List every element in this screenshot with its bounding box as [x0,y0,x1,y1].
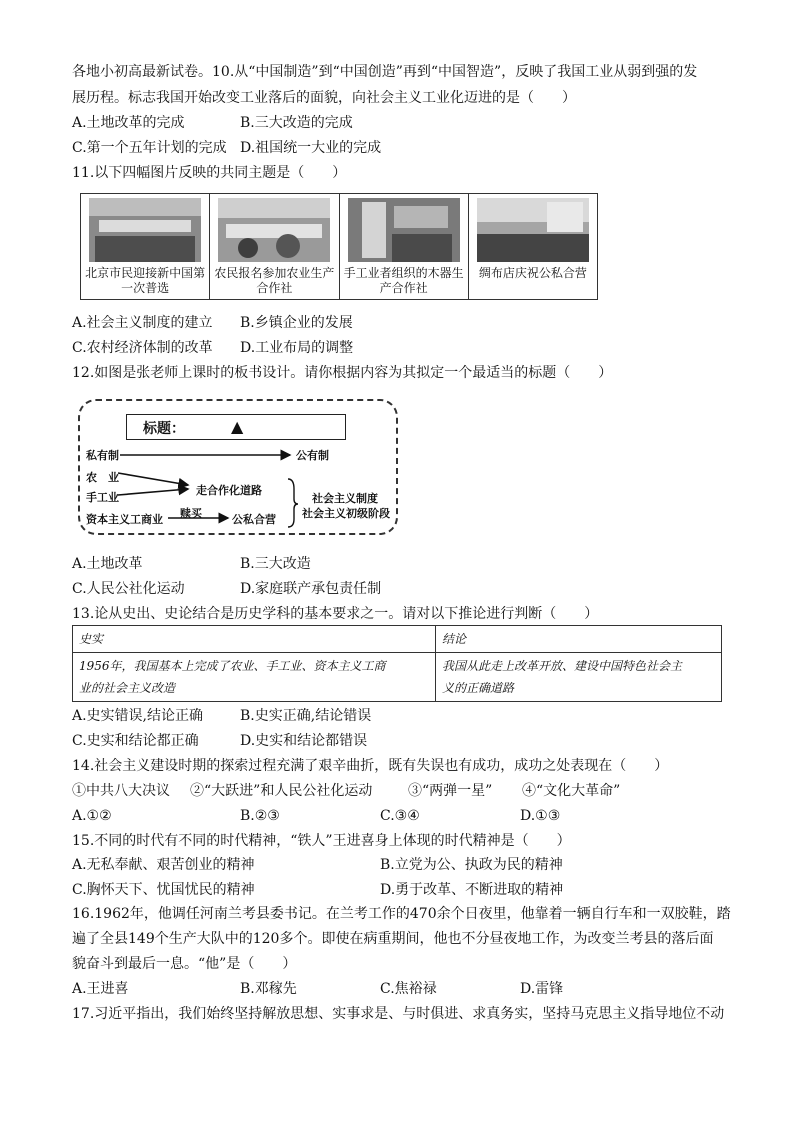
conclusion-line-1: 我国从此走上改革开放、建设中国特色社会主 [442,659,683,673]
woodwork-cooperative-photo [348,198,460,262]
q11-caption-1: 北京市民迎接新中国第一次普选 [85,266,206,295]
q10-option-b: B.三大改造的完成 [240,115,353,131]
table-row [73,653,722,702]
q12-option-c: C.人民公社化运动 [72,581,185,597]
q14-item-4: ④“文化大革命” [522,783,621,799]
conclusion-line-2: 义的正确道路 [442,681,515,695]
q11-option-b: B.乡镇企业的发展 [240,315,353,331]
board-handicraft: 手工业 [86,491,119,504]
q11-picture-cell [340,194,469,299]
q15-option-a: A.无私奉献、艰苦创业的精神 [72,857,255,873]
board-private-ownership: 私有制 [86,449,119,462]
q12-option-b: B.三大改造 [240,556,311,572]
q12-option-a: A.土地改革 [72,556,143,572]
q14-option-b: B.②③ [240,808,280,824]
board-joint-venture: 公私合营 [232,513,276,526]
board-primary-stage: 社会主义初级阶段 [302,507,390,520]
q17-line1: 17.习近平指出，我们始终坚持解放思想、实事求是、与时俱进、求真务实，坚持马克思主义指导地位不动 [72,1006,725,1022]
q15-option-b: B.立党为公、执政为民的精神 [380,857,563,873]
q13-table [72,625,722,702]
q16-line1: 16.1962年，他调任河南兰考县委书记。在兰考工作的470余个日夜里，他靠着一辆自行车和一双胶鞋，踏 [72,906,731,922]
q15-option-d: D.勇于改革、不断进取的精神 [380,882,564,898]
q11-option-c: C.农村经济体制的改革 [72,340,213,356]
board-cooperation-road: 走合作化道路 [196,484,262,497]
q13-option-c: C.史实和结论都正确 [72,733,199,749]
q14-option-d: D.①③ [520,808,561,824]
q14-stem: 14.社会主义建设时期的探索过程充满了艰辛曲折，既有失误也有成功，成功之处表现在（ ） [72,758,669,774]
board-agriculture: 农 业 [86,471,119,484]
fact-line-1: 1956年，我国基本上完成了农业、手工业、资本主义工商 [79,659,386,673]
q14-item-3: ③“两弹一星” [408,783,493,799]
q10-line1: 各地小初高最新试卷。10.从“中国制造”到“中国创造”再到“中国智造”，反映了我国工业从弱到强的发 [72,64,698,80]
table-row [73,626,722,653]
q11-picture-cell [81,194,210,299]
table-cell-conclusion [436,653,722,702]
q15-option-c: C.胸怀天下、忧国忧民的精神 [72,882,255,898]
q10-option-c: C.第一个五年计划的完成 [72,140,227,156]
triangle-marker-icon: ▲ [231,417,244,436]
board-redemption: 赎买 [180,507,202,520]
q11-caption-4: 绸布店庆祝公私合营 [478,266,587,280]
q13-option-b: B.史实正确,结论错误 [240,708,372,724]
q14-option-a: A.①② [72,808,112,824]
q11-stem: 11.以下四幅图片反映的共同主题是（ ） [72,165,347,181]
q14-item-2: ②“大跃进”和人民公社化运动 [190,783,373,799]
q10-option-d: D.祖国统一大业的完成 [240,140,382,156]
board-socialist-system: 社会主义制度 [312,492,378,505]
board-title-label: 标题： [143,421,185,437]
q15-stem: 15.不同的时代有不同的时代精神，“铁人”王进喜身上体现的时代精神是（ ） [72,833,571,849]
table-header-conclusion: 结论 [436,626,722,653]
q16-line2: 遍了全县149个生产大队中的120多个。即使在病重期间，他也不分昼夜地工作，为改变兰考县的落后面 [72,931,714,947]
q10-line2: 展历程。标志我国开始改变工业落后的面貌，向社会主义工业化迈进的是（ ） [72,90,576,106]
q13-option-d: D.史实和结论都错误 [240,733,368,749]
table-header-fact: 史实 [73,626,436,653]
table-cell-fact [73,653,436,702]
board-public-ownership: 公有制 [296,449,329,462]
board-capitalist-commerce: 资本主义工商业 [86,513,163,526]
q11-option-d: D.工业布局的调整 [240,340,354,356]
q16-option-c: C.焦裕禄 [380,981,437,997]
q11-picture-cell [469,194,597,299]
q12-option-d: D.家庭联产承包责任制 [240,581,382,597]
q16-option-d: D.雷锋 [520,981,564,997]
q14-option-c: C.③④ [380,808,420,824]
q16-option-b: B.邓稼先 [240,981,297,997]
q13-stem: 13.论从史出、史论结合是历史学科的基本要求之一。请对以下推论进行判断（ ） [72,606,599,622]
q11-picture-table [80,193,598,300]
q10-option-a: A.土地改革的完成 [72,115,185,131]
election-photo [89,198,201,262]
fact-line-2: 业的社会主义改造 [79,681,176,695]
q16-option-a: A.王进喜 [72,981,129,997]
q11-option-a: A.社会主义制度的建立 [72,315,213,331]
q13-option-a: A.史实错误,结论正确 [72,708,204,724]
cloth-shop-celebration-photo [477,198,589,262]
farmers-cooperative-photo [218,198,330,262]
q16-line3: 貌奋斗到最后一息。“他”是（ ） [72,956,297,972]
q11-caption-2: 农民报名参加农业生产合作社 [214,266,335,295]
q11-caption-3: 手工业者组织的木器生产合作社 [343,266,464,295]
q14-item-1: ①中共八大决议 [72,783,170,799]
q12-stem: 12.如图是张老师上课时的板书设计。请你根据内容为其拟定一个最适当的标题（ ） [72,365,613,381]
q11-picture-cell [210,194,339,299]
